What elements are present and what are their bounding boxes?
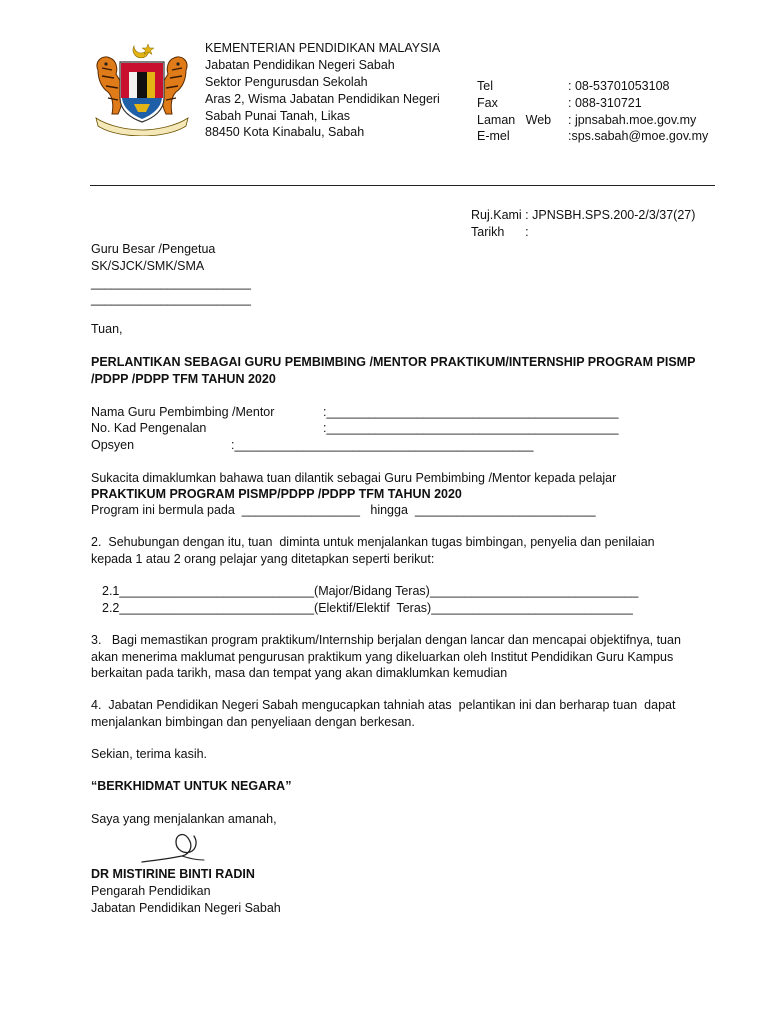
para2-line-1: 2. Sehubungan dengan itu, tuan diminta untuk menjalankan tugas bimbingan, penyelia dan penilaian bbox=[91, 535, 655, 549]
coat-of-arms-logo bbox=[88, 40, 196, 136]
letterhead-address-2: Sabah Punai Tanah, Likas bbox=[205, 109, 351, 123]
intro-line-3: Program ini bermula pada _________________ hingga __________________________ bbox=[91, 503, 596, 517]
reference-number: Ruj.Kami : JPNSBH.SPS.200-2/3/37(27) bbox=[471, 208, 696, 222]
field-option-value: :___________________________________________ bbox=[231, 438, 534, 452]
field-mentor-name-label: Nama Guru Pembimbing /Mentor bbox=[91, 405, 275, 419]
letterhead-address-1: Aras 2, Wisma Jabatan Pendidikan Negeri bbox=[205, 92, 440, 106]
field-ic-value: :__________________________________________ bbox=[323, 421, 619, 435]
para2-line-2: kepada 1 atau 2 orang pelajar yang ditetapkan seperti berikut: bbox=[91, 552, 435, 566]
contact-email-value: :sps.sabah@moe.gov.my bbox=[568, 129, 709, 143]
letterhead-department: Jabatan Pendidikan Negeri Sabah bbox=[205, 58, 395, 72]
letterhead-address-3: 88450 Kota Kinabalu, Sabah bbox=[205, 125, 365, 139]
field-mentor-name-value: :__________________________________________ bbox=[323, 405, 619, 419]
para4-line-1: 4. Jabatan Pendidikan Negeri Sabah mengucapkan tahniah atas pelantikan ini dan berharap tuan dapat bbox=[91, 698, 676, 712]
recipient-blank-2: _______________________ bbox=[91, 292, 251, 306]
subject-line-1: PERLANTIKAN SEBAGAI GURU PEMBIMBING /MENTOR PRAKTIKUM/INTERNSHIP PROGRAM PISMP bbox=[91, 355, 696, 369]
contact-tel-value: : 08-53701053108 bbox=[568, 79, 670, 93]
item-2-2: 2.2____________________________(Elektif/Elektif Teras)_____________________________ bbox=[102, 601, 633, 615]
salutation: Tuan, bbox=[91, 322, 123, 336]
letterhead-divider bbox=[90, 185, 715, 186]
closing-amanah: Saya yang menjalankan amanah, bbox=[91, 812, 277, 826]
closing-thanks: Sekian, terima kasih. bbox=[91, 747, 208, 761]
closing-motto: “BERKHIDMAT UNTUK NEGARA” bbox=[91, 779, 292, 793]
recipient-school-type: SK/SJCK/SMK/SMA bbox=[91, 259, 205, 273]
contact-web-value: : jpnsabah.moe.gov.my bbox=[568, 113, 697, 127]
signature-image bbox=[138, 822, 208, 868]
letterhead-sector: Sektor Pengurusdan Sekolah bbox=[205, 75, 368, 89]
subject-line-2: /PDPP /PDPP TFM TAHUN 2020 bbox=[91, 372, 276, 386]
contact-tel-label: Tel bbox=[477, 79, 493, 93]
contact-email-label: E-mel bbox=[477, 129, 510, 143]
field-ic-label: No. Kad Pengenalan bbox=[91, 421, 207, 435]
intro-line-1: Sukacita dimaklumkan bahawa tuan dilantik sebagai Guru Pembimbing /Mentor kepada pelajar bbox=[91, 471, 617, 485]
recipient-blank-1: _______________________ bbox=[91, 276, 251, 290]
para4-line-2: menjalankan bimbingan dan penyeliaan dengan berkesan. bbox=[91, 715, 415, 729]
para3-line-2: akan menerima maklumat pengurusan praktikum yang dikeluarkan oleh Institut Pendidikan Guru Kampus bbox=[91, 650, 674, 664]
signatory-department: Jabatan Pendidikan Negeri Sabah bbox=[91, 901, 281, 915]
contact-fax-value: : 088-310721 bbox=[568, 96, 642, 110]
field-option-label: Opsyen bbox=[91, 438, 135, 452]
para3-line-3: berkaitan pada tarikh, masa dan tempat yang akan dimaklumkan kemudian bbox=[91, 666, 508, 680]
recipient-title: Guru Besar /Pengetua bbox=[91, 242, 216, 256]
reference-date: Tarikh : bbox=[471, 225, 529, 239]
para3-line-1: 3. Bagi memastikan program praktikum/Internship berjalan dengan lancar dan mencapai objektifnya, tuan bbox=[91, 633, 681, 647]
letterhead-ministry: KEMENTERIAN PENDIDIKAN MALAYSIA bbox=[205, 41, 441, 55]
signatory-name: DR MISTIRINE BINTI RADIN bbox=[91, 867, 255, 881]
contact-fax-label: Fax bbox=[477, 96, 498, 110]
signatory-title: Pengarah Pendidikan bbox=[91, 884, 211, 898]
contact-web-label: Laman Web bbox=[477, 113, 552, 127]
intro-line-2: PRAKTIKUM PROGRAM PISMP/PDPP /PDPP TFM TAHUN 2020 bbox=[91, 487, 462, 501]
item-2-1: 2.1____________________________(Major/Bidang Teras)______________________________ bbox=[102, 584, 639, 598]
